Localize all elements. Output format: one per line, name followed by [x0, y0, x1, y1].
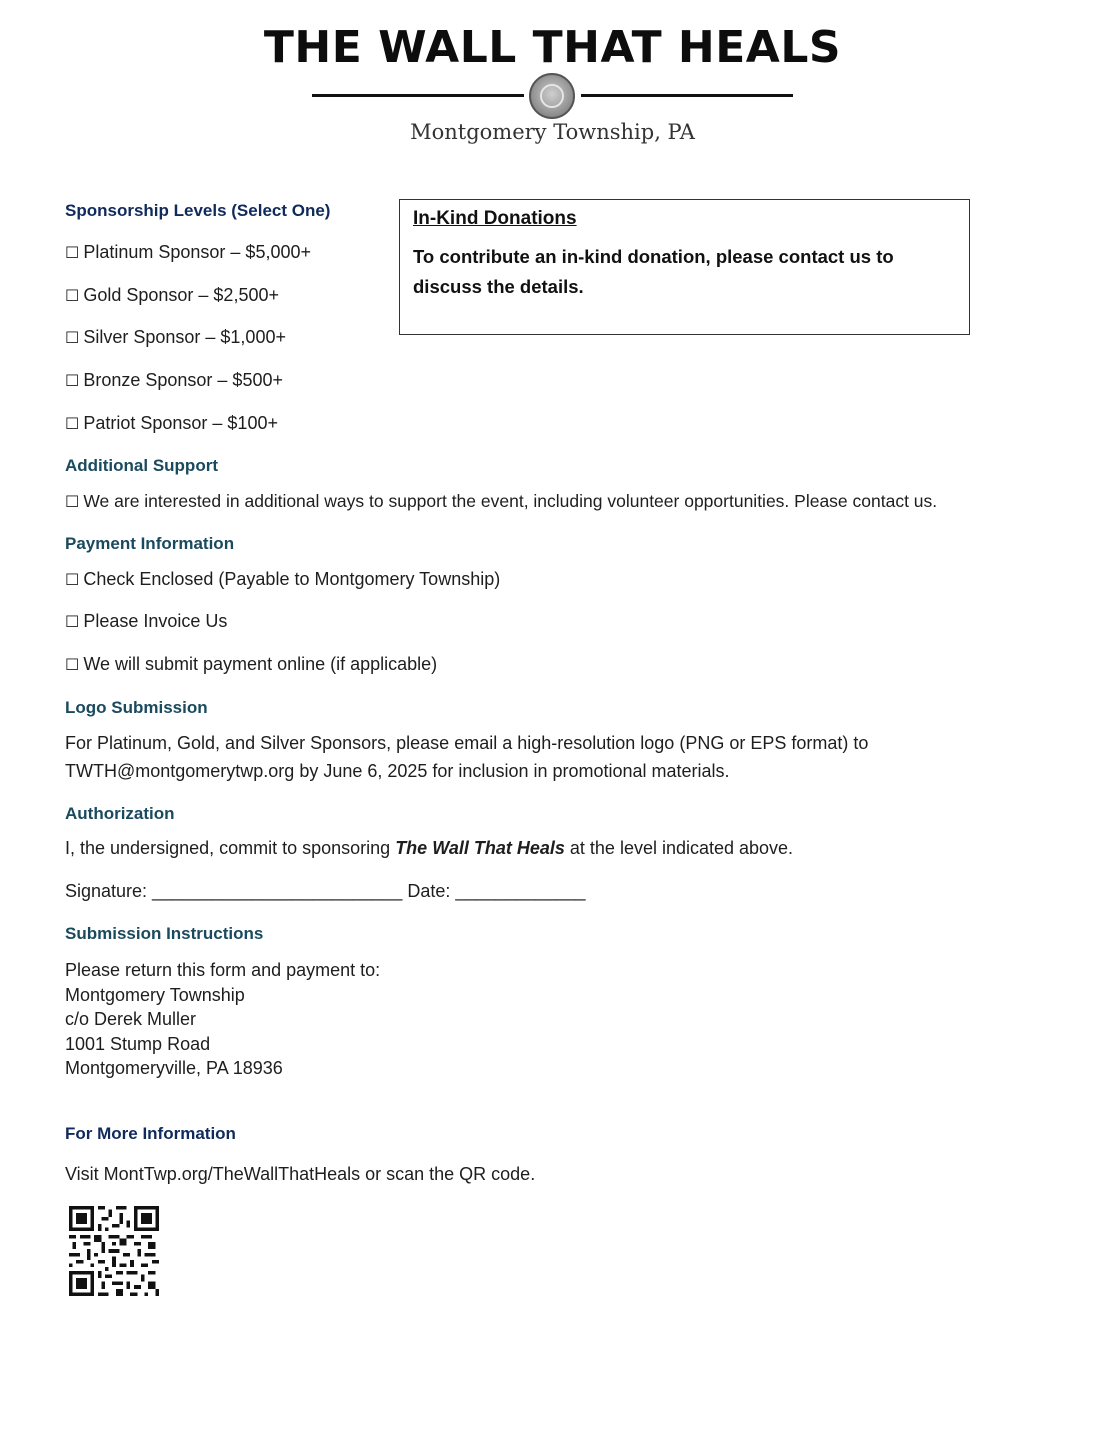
sponsor-option-bronze[interactable]	[65, 370, 283, 391]
option-label: Please Invoice Us	[83, 611, 228, 631]
event-name: The Wall That Heals	[395, 838, 565, 858]
checkbox[interactable]: ☐	[65, 328, 80, 347]
mailing-address	[65, 958, 380, 1081]
in-kind-donations-box	[399, 199, 970, 335]
payment-heading: Payment Information	[65, 534, 235, 553]
checkbox[interactable]: ☐	[65, 570, 80, 589]
header-rule-right	[581, 94, 793, 97]
checkbox[interactable]: ☐	[65, 414, 80, 433]
submission-heading: Submission Instructions	[65, 924, 264, 943]
checkbox[interactable]: ☐	[65, 243, 80, 262]
sponsor-option-gold[interactable]	[65, 285, 279, 306]
more-info-text: Visit MontTwp.org/TheWallThatHeals or scan the QR code.	[65, 1164, 536, 1184]
option-label: Check Enclosed (Payable to Montgomery Township)	[83, 569, 501, 589]
checkbox[interactable]: ☐	[65, 371, 80, 390]
sponsorship-heading: Sponsorship Levels (Select One)	[65, 201, 331, 220]
sponsor-option-platinum[interactable]	[65, 242, 311, 263]
address-line: Montgomeryville, PA 18936	[65, 1058, 283, 1078]
checkbox[interactable]: ☐	[65, 492, 80, 511]
in-kind-title: In-Kind Donations	[413, 208, 577, 229]
option-label: Gold Sponsor – $2,500+	[83, 285, 279, 305]
address-line: 1001 Stump Road	[65, 1033, 211, 1054]
logo-submission-text: For Platinum, Gold, and Silver Sponsors, please email a high-resolution logo (PNG or EPS format) to TWTH@montgomerytwp.org by June 6, 2025 for inclusion in promotional materials.	[65, 733, 869, 781]
checkbox[interactable]: ☐	[65, 286, 80, 305]
address-line: Please return this form and payment to:	[65, 960, 381, 980]
option-label: We are interested in additional ways to support the event, including volunteer opportunities. Please contact us.	[83, 491, 938, 511]
payment-option-invoice[interactable]	[65, 611, 227, 632]
option-label: We will submit payment online (if applicable)	[83, 654, 438, 674]
logo-submission-heading: Logo Submission	[65, 698, 208, 717]
option-label: Platinum Sponsor – $5,000+	[83, 242, 311, 262]
additional-support-option[interactable]	[65, 491, 937, 512]
payment-option-online[interactable]	[65, 654, 437, 675]
qr-code-icon[interactable]	[68, 1206, 160, 1296]
payment-option-check[interactable]	[65, 569, 500, 590]
additional-support-heading: Additional Support	[65, 456, 218, 475]
page-subtitle: Montgomery Township, PA	[410, 120, 695, 144]
option-label: Bronze Sponsor – $500+	[83, 370, 283, 390]
authorization-heading: Authorization	[65, 804, 175, 823]
header-rule-left	[312, 94, 524, 97]
signature-date-line[interactable]: Signature: _________________________ Date: _____________	[65, 881, 586, 901]
address-line: Montgomery Township	[65, 984, 245, 1005]
authorization-text: I, the undersigned, commit to sponsoring The Wall That Heals at the level indicated above.	[65, 838, 794, 858]
option-label: Silver Sponsor – $1,000+	[83, 327, 286, 347]
address-line: c/o Derek Muller	[65, 1009, 197, 1029]
checkbox[interactable]: ☐	[65, 612, 80, 631]
page-title: THE WALL THAT HEALS	[263, 22, 842, 73]
sponsor-option-patriot[interactable]	[65, 413, 278, 434]
in-kind-text: To contribute an in-kind donation, please contact us to discuss the details.	[413, 246, 894, 297]
township-seal-icon	[529, 73, 575, 119]
more-info-heading: For More Information	[65, 1124, 236, 1143]
option-label: Patriot Sponsor – $100+	[83, 413, 278, 433]
sponsor-option-silver[interactable]	[65, 327, 286, 348]
checkbox[interactable]: ☐	[65, 655, 80, 674]
